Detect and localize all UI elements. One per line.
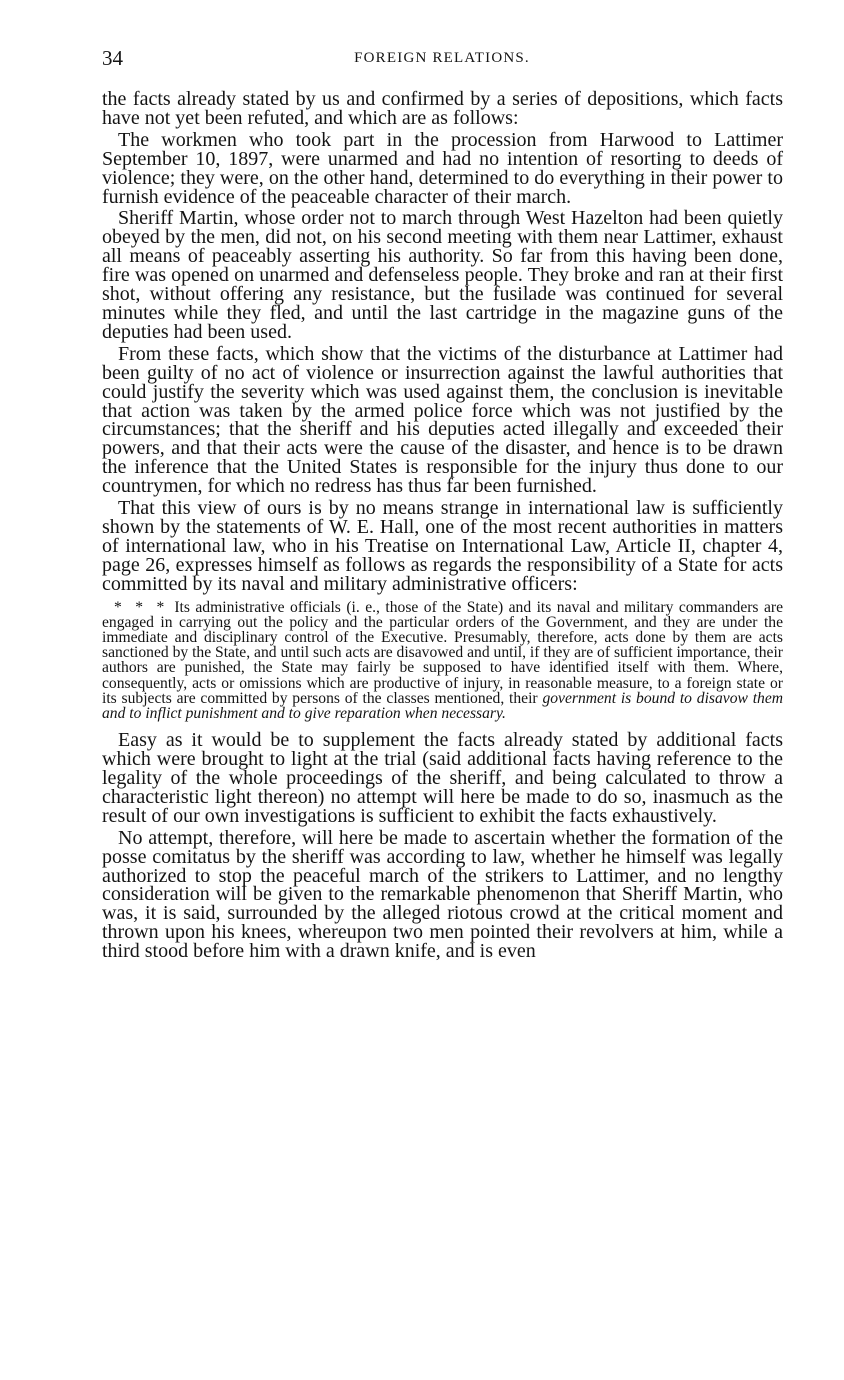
- paragraph-international-law: That this view of ours is by no means strange in international law is sufficiently shown by the statements of W. E. Hall, one of the most recent authorities in matters of international law, who in his Treatise on International Law, Article II, chapter 4, page 26, expresses himself as follows as regards the responsibility of a State for acts committed by its naval and military administrative officers:: [102, 497, 783, 595]
- running-head: FOREIGN RELATIONS.: [354, 50, 530, 66]
- paragraph-workmen: The workmen who took part in the procession from Harwood to Lattimer September 10, 1897, were unarmed and had no intention of resorting to deeds of violence; they were, on the other hand, determined to do everything in their power to furnish evidence of the peaceable character of their march.: [102, 128, 783, 208]
- block-quote-hall: [102, 600, 783, 722]
- paragraph-sheriff-martin: Sheriff Martin, whose order not to march through West Hazelton had been quietly obeyed by the men, did not, on his second meeting with them near Lattimer, exhaust all means of peaceably asserting his authority. So far from this having been done, fire was opened on unarmed and defenseless people. They broke and ran at their first shot, without offering any resistance, but the fusilade was continued for several minutes while they fled, and until the last cartridge in the magazine guns of the deputies had been used.: [102, 207, 783, 343]
- paragraph-conclusion: From these facts, which show that the victims of the disturbance at Lattimer had been guilty of no act of violence or insurrection against the lawful authorities that could justify the severity which was used against them, the conclusion is inevitable that action was taken by the armed police force which was not justified by the circumstances; that the sheriff and his deputies acted illegally and exceeded their powers, and that their acts were the cause of the disaster, and hence is to be drawn the inference that the United States is responsible for the injury thus done to our countrymen, for which no redress has thus far been furnished.: [102, 342, 783, 498]
- paragraph-no-attempt: No attempt, therefore, will here be made to ascertain whether the formation of the posse comitatus by the sheriff was according to law, whether he himself was legally authorized to stop the peaceful march of the strikers to Lattimer, and no lengthy consideration will be given to the remarkable phenomenon that Sheriff Martin, who was, it is said, surrounded by the alleged riotous crowd at the critical moment and thrown upon his knees, whereupon two men pointed their revolvers at him, while a third stood before him with a drawn knife, and is even: [102, 826, 783, 963]
- body-text: [102, 90, 783, 961]
- paragraph-continuation: the facts already stated by us and confirmed by a series of depositions, which facts have not yet been refuted, and which are as follows:: [102, 88, 783, 129]
- page-number: 34: [102, 46, 123, 70]
- quote-paragraph: [102, 600, 783, 722]
- quote-emphasis: government is bound to disavow them and to inflict punishment and to give reparation when necessary.: [102, 689, 784, 722]
- quote-text: Its administrative officials (i. e., those of the State) and its naval and military commanders are engaged in carrying out the policy and the particular orders of the Government, and they are under the immediate and disciplinary control of the Executive. Presumably, therefore, acts done by them are acts sanctioned by the State, and until such acts are disavowed and until, if they are of sufficient importance, their authors are punished, the State may fairly be supposed to have identified itself with them. Where, consequently, acts or omissions which are productive of injury, in reasonable measure, to a foreign state or its subjects are committed by persons of the classes mentioned, their: [102, 598, 784, 707]
- ellipsis-stars: * * *: [114, 598, 169, 616]
- paragraph-supplement: Easy as it would be to supplement the facts already stated by additional facts which were brought to light at the trial (said additional facts having reference to the legality of the whole proceedings of the sheriff, and being calculated to throw a characteristic light thereon) no attempt will here be made to do so, inasmuch as the result of our own investigations is sufficient to exhibit the facts exhaustively.: [102, 729, 783, 827]
- page-header: [102, 42, 782, 72]
